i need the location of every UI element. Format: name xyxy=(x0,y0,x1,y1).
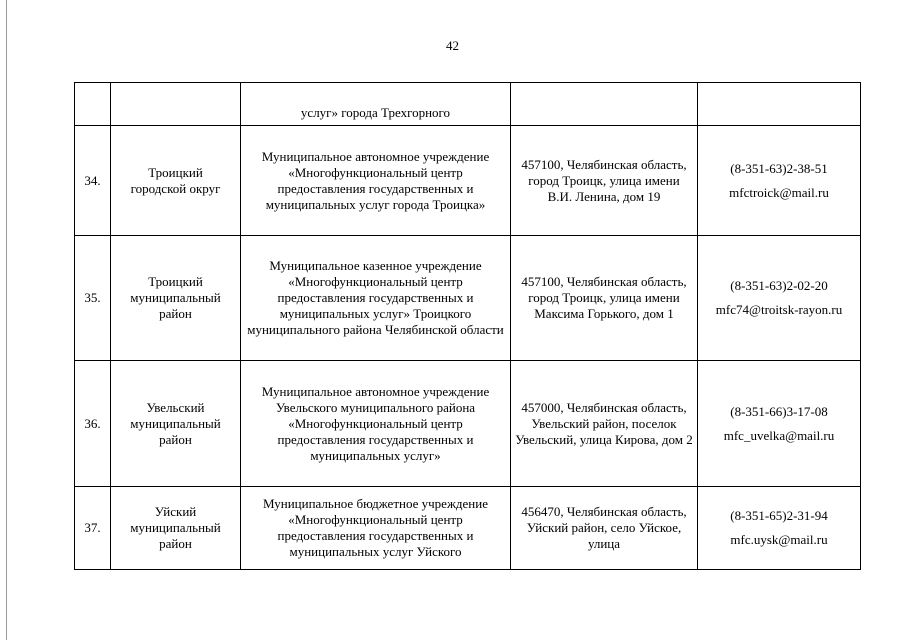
table-row xyxy=(75,126,861,236)
organization-name: Муниципальное автономное учреждение Увельского муниципального района «Многофункциональный центр предоставления государственных и муниципальных услуг» xyxy=(261,383,490,463)
organization-name: Муниципальное казенное учреждение «Многофункциональный центр предоставления государственных и муниципальных услуг» Троицкого муниципального района Челябинской области xyxy=(247,258,504,337)
table-row-continued xyxy=(75,83,861,126)
district-name: Троицкий городской округ xyxy=(130,164,221,196)
row-number: 34. xyxy=(75,126,111,236)
phone-number: (8-351-65)2-31-94 xyxy=(730,508,828,523)
address: 457000, Челябинская область, Увельский район, поселок Увельский, улица Кирова, дом 2 xyxy=(515,399,693,447)
table-row xyxy=(75,361,861,487)
district-name: Увельский муниципальный район xyxy=(130,399,221,447)
address: 457100, Челябинская область, город Троицк, улица имени В.И. Ленина, дом 19 xyxy=(521,156,687,204)
row-number: 36. xyxy=(75,361,111,487)
email-address: mfc_uvelka@mail.ru xyxy=(723,427,835,443)
cell-district xyxy=(111,83,241,126)
phone-number: (8-351-63)2-02-20 xyxy=(730,278,828,293)
district-name: Уйский муниципальный район xyxy=(130,504,221,551)
phone-number: (8-351-63)2-38-51 xyxy=(730,160,828,176)
row-number: 37. xyxy=(75,487,111,570)
cell-contacts xyxy=(698,83,861,126)
page-number: 42 xyxy=(446,38,459,53)
cell-organization xyxy=(241,83,511,126)
email-address: mfc74@troitsk-rayon.ru xyxy=(715,302,843,317)
scan-edge-line xyxy=(6,0,7,640)
mfc-registry-table xyxy=(74,82,861,570)
address: 456470, Челябинская область, Уйский район, село Уйское, улица xyxy=(521,504,687,551)
table-row xyxy=(75,487,861,570)
cell-address xyxy=(511,83,698,126)
email-address: mfc.uysk@mail.ru xyxy=(730,532,828,547)
address: 457100, Челябинская область, город Троицк, улица имени Максима Горького, дом 1 xyxy=(521,274,687,321)
email-address: mfctroick@mail.ru xyxy=(729,184,829,200)
organization-name: Муниципальное бюджетное учреждение «Многофункциональный центр предоставления государственных и муниципальных услуг Уйского xyxy=(263,496,488,559)
row-number: 35. xyxy=(75,236,111,361)
table-row xyxy=(75,236,861,361)
organization-continued: услуг» города Трехгорного xyxy=(300,105,451,120)
phone-number: (8-351-66)3-17-08 xyxy=(730,403,828,419)
organization-name: Муниципальное автономное учреждение «Многофункциональный центр предоставления государственных и муниципальных услуг города Троицка» xyxy=(261,148,490,212)
cell-number xyxy=(75,83,111,126)
district-name: Троицкий муниципальный район xyxy=(130,274,221,321)
